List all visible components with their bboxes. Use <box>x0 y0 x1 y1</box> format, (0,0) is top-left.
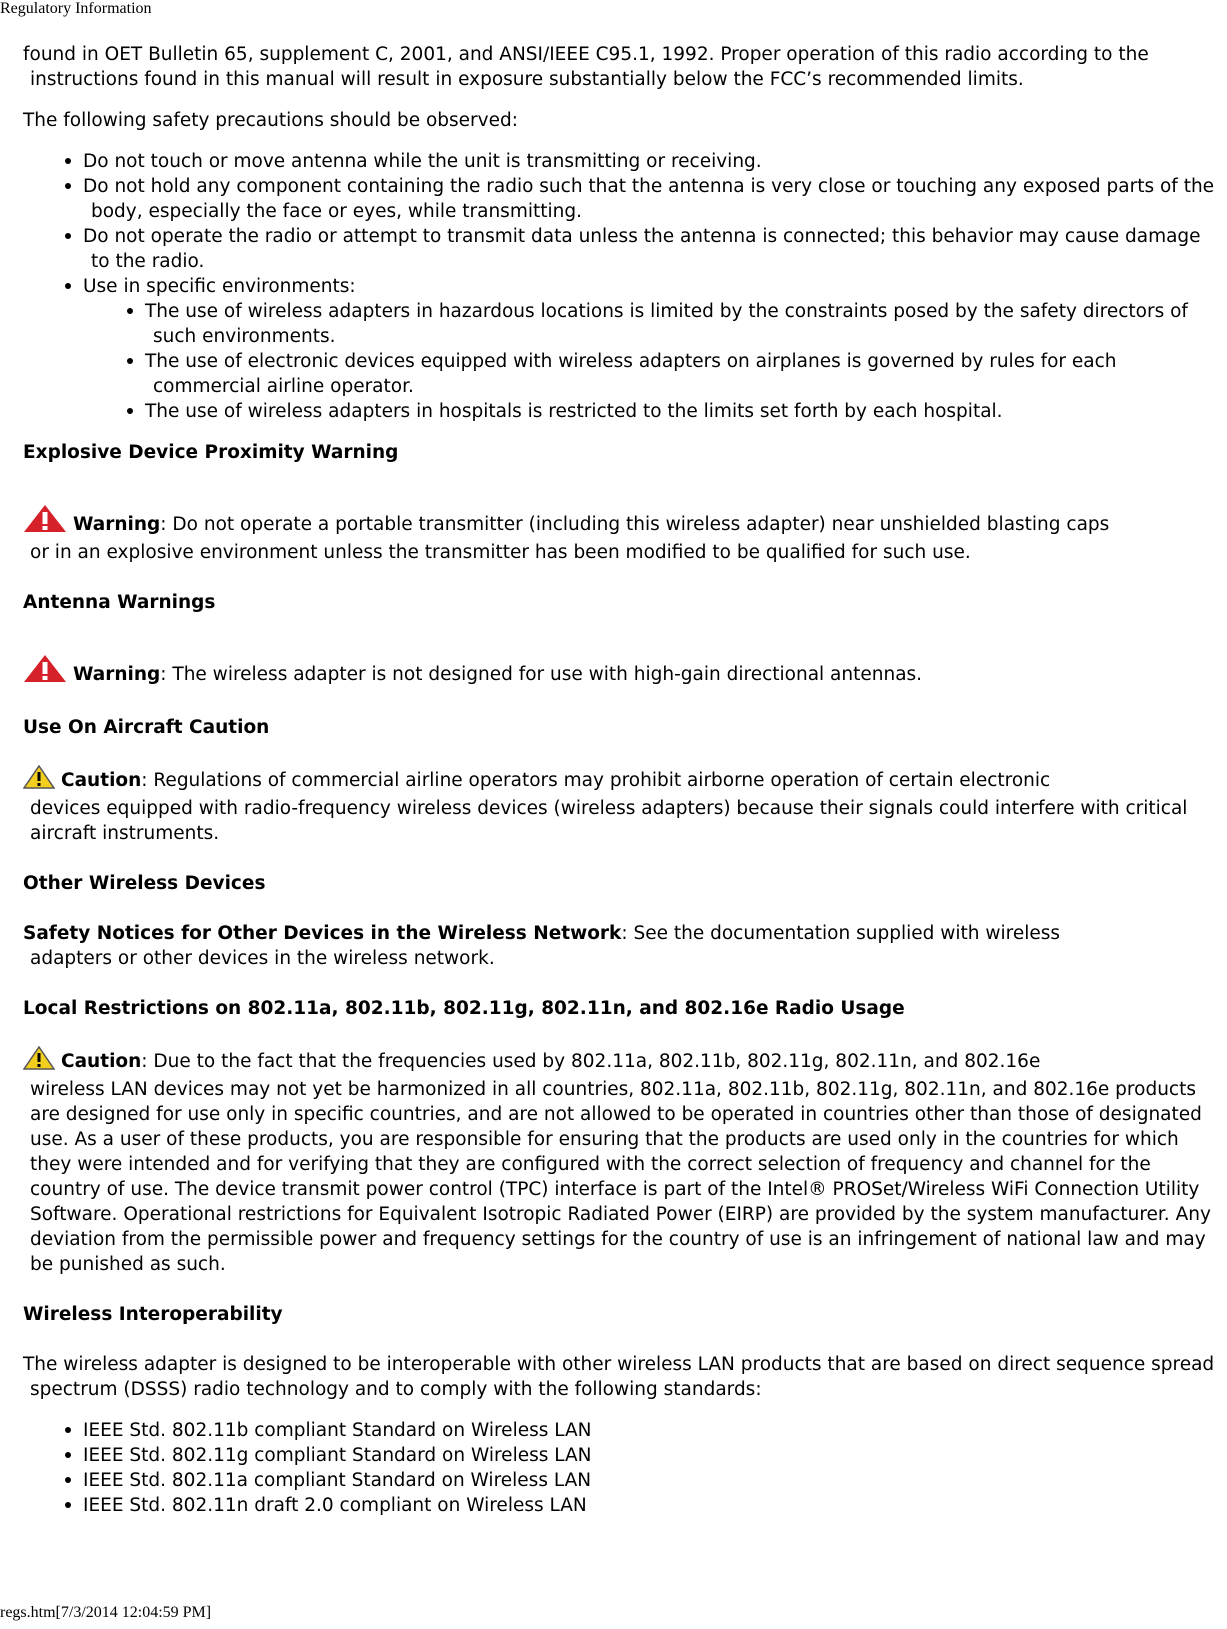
bullet <box>65 283 71 289</box>
list-item: Do not operate the radio or attempt to transmit data unless the antenna is connected; this behavior may cause damage to the radio. <box>63 224 1223 274</box>
caution-label: Caution <box>61 770 142 791</box>
caution-label: Caution <box>61 1051 142 1072</box>
list-item: Use in specific environments: The use of wireless adapters in hazardous locations is limited by the constraints posed by the safety directors of such environments. The use of electronic devices equipped with wireless adapters on airplanes is governed by rules for each commercial airline operator. The use of wireless adapters in hospitals is restricted to the limits set forth by each hospital. <box>63 274 1223 424</box>
antenna-heading: Antenna Warnings <box>23 592 216 613</box>
environments-list <box>125 299 1223 424</box>
bullet <box>65 183 71 189</box>
list-item: The use of electronic devices equipped with wireless adapters on airplanes is governed by rules for each commercial airline operator. <box>125 349 1223 399</box>
aircraft-heading: Use On Aircraft Caution <box>23 717 270 738</box>
interoperability-paragraph: The wireless adapter is designed to be interoperable with other wireless LAN products that are based on direct sequence spread spectrum (DSSS) radio technology and to comply with the following standards: <box>23 1354 1215 1400</box>
bullet <box>127 408 133 414</box>
warning-icon <box>23 654 67 690</box>
warning-label: Warning <box>73 664 161 685</box>
local-restrictions-caution: Caution: Due to the fact that the frequencies used by 802.11a, 802.11b, 802.11g, 802.11n, and 802.16e wireless LAN devices may not yet be harmonized in all countries, 802.11a, 802.11b, 802.11g, 802.11n, and 802.16e products are designed for use only in specific countries, and are not allowed to be operated in countries other than those of designated use. As a user of these products, you are responsible for ensuring that the products are used only in the countries for which they were intended and for verifying that they are configured with the correct selection of frequency and channel for the country of use. The device transmit power control (TPC) interface is part of the Intel® PROSet/Wireless WiFi Connection Utility Software. Operational restrictions for Equivalent Isotropic Radiated Power (EIRP) are provided by the system manufacturer. Any deviation from the permissible power and frequency settings for the country of use is an infringement of national law and may be punished as such. <box>23 1046 1223 1277</box>
page-header: Regulatory Information <box>0 0 152 17</box>
explosive-warning: Warning: Do not operate a portable transmitter (including this wireless adapter) near unshielded blasting caps or in an explosive environment unless the transmitter has been modified to be qualified for such use. <box>23 504 1223 565</box>
other-devices-notice: Safety Notices for Other Devices in the Wireless Network: See the documentation supplied with wireless adapters or other devices in the wireless network. <box>23 923 1061 969</box>
warning-label: Warning <box>73 514 161 535</box>
antenna-warning: Warning: The wireless adapter is not designed for use with high-gain directional antennas. <box>23 654 1223 690</box>
list-item: IEEE Std. 802.11n draft 2.0 compliant on Wireless LAN <box>63 1493 1223 1518</box>
list-item: IEEE Std. 802.11a compliant Standard on Wireless LAN <box>63 1468 1223 1493</box>
bullet <box>65 1452 71 1458</box>
document-body <box>23 42 1223 1534</box>
caution-icon <box>23 1046 55 1077</box>
list-item: The use of wireless adapters in hospitals is restricted to the limits set forth by each hospital. <box>125 399 1223 424</box>
bullet <box>127 308 133 314</box>
bullet <box>65 158 71 164</box>
page-footer: regs.htm[7/3/2014 12:04:59 PM] <box>0 1604 212 1621</box>
list-item: IEEE Std. 802.11b compliant Standard on Wireless LAN <box>63 1418 1223 1443</box>
precautions-lead: The following safety precautions should be observed: <box>23 110 518 131</box>
precautions-list <box>63 149 1223 424</box>
list-item: Do not touch or move antenna while the unit is transmitting or receiving. <box>63 149 1223 174</box>
bullet <box>65 233 71 239</box>
list-item: The use of wireless adapters in hazardous locations is limited by the constraints posed by the safety directors of such environments. <box>125 299 1223 349</box>
bullet <box>65 1477 71 1483</box>
local-restrictions-heading: Local Restrictions on 802.11a, 802.11b, 802.11g, 802.11n, and 802.16e Radio Usage <box>23 998 905 1019</box>
aircraft-caution: Caution: Regulations of commercial airline operators may prohibit airborne operation of certain electronic devices equipped with radio-frequency wireless devices (wireless adapters) because their signals could interfere with critical aircraft instruments. <box>23 765 1223 846</box>
safety-notices-label: Safety Notices for Other Devices in the Wireless Network <box>23 923 622 944</box>
interoperability-heading: Wireless Interoperability <box>23 1304 283 1325</box>
list-item: Do not hold any component containing the radio such that the antenna is very close or touching any exposed parts of the body, especially the face or eyes, while transmitting. <box>63 174 1223 224</box>
warning-icon <box>23 504 67 540</box>
explosive-heading: Explosive Device Proximity Warning <box>23 442 399 463</box>
bullet <box>65 1427 71 1433</box>
bullet <box>65 1502 71 1508</box>
bullet <box>127 358 133 364</box>
other-devices-heading: Other Wireless Devices <box>23 873 266 894</box>
intro-paragraph: found in OET Bulletin 65, supplement C, 2001, and ANSI/IEEE C95.1, 1992. Proper operation of this radio according to the instructions found in this manual will result in exposure substantially below the FCC’s recommended limits. <box>23 44 1149 90</box>
list-item: IEEE Std. 802.11g compliant Standard on Wireless LAN <box>63 1443 1223 1468</box>
standards-list <box>63 1418 1223 1518</box>
caution-icon <box>23 765 55 796</box>
